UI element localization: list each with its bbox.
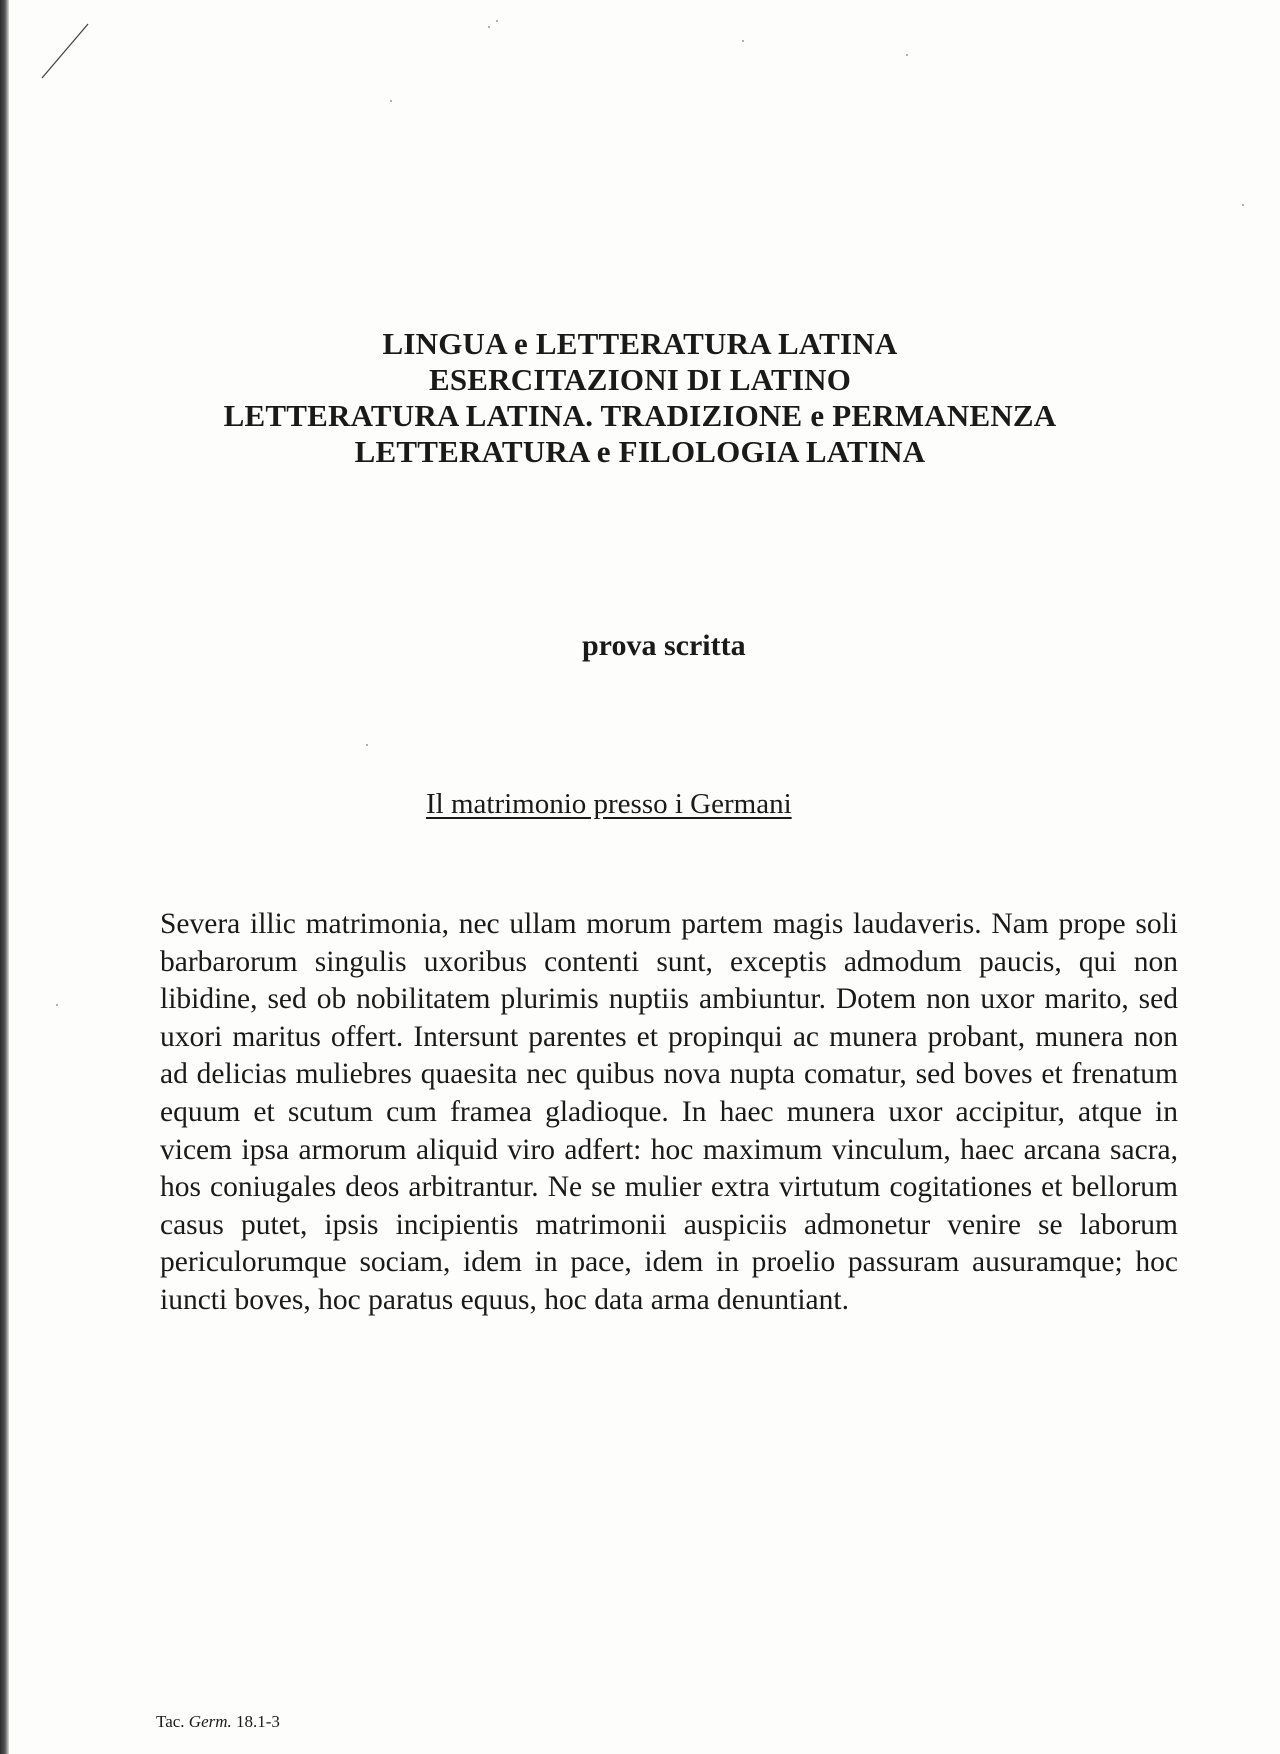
citation-work: Germ. — [188, 1712, 232, 1731]
course-titles — [0, 326, 1280, 470]
course-title-line: LETTERATURA LATINA. TRADIZIONE e PERMANENZA — [223, 398, 1057, 433]
course-title-line: LETTERATURA e FILOLOGIA LATINA — [354, 434, 926, 469]
scan-speck — [390, 100, 392, 102]
scan-speck — [488, 26, 490, 28]
passage-title: Il matrimonio presso i Germani — [426, 788, 792, 820]
scan-speck — [496, 20, 498, 22]
scan-speck — [906, 54, 908, 56]
scan-binding-edge — [0, 0, 9, 1754]
latin-passage: Severa illic matrimonia, nec ullam morum partem magis laudaveris. Nam prope soli barbarorum singulis uxoribus contenti sunt, exceptis admodum paucis, qui non libidine, sed ob nobilitatem plurimis nuptiis ambiuntur. Dotem non uxor marito, sed uxori maritus offert. Intersunt parentes et propinqui ac munera probant, munera non ad delicias muliebres quaesita nec quibus nova nupta comatur, sed boves et frenatum equum et scutum cum framea gladioque. In haec munera uxor accipitur, atque in vicem ipsa armorum aliquid viro adfert: hoc maximum vinculum, haec arcana sacra, hos coniugales deos arbitrantur. Ne se mulier extra virtutum cogitationes et bellorum casus putet, ipsis incipientis matrimonii auspiciis admonetur venire se laborum periculorumque sociam, idem in pace, idem in proelio passuram ausuramque; hoc iuncti boves, hoc paratus equus, hoc data arma denuntiant. — [160, 908, 1178, 1316]
course-title-line: ESERCITAZIONI DI LATINO — [428, 362, 852, 397]
course-title-line: LINGUA e LETTERATURA LATINA — [382, 326, 898, 361]
scan-speck — [366, 744, 368, 746]
scan-speck — [56, 1004, 58, 1006]
exam-type-label: prova scritta — [582, 629, 746, 662]
scan-speck — [1242, 204, 1244, 206]
source-citation — [156, 1712, 280, 1732]
citation-author: Tac. — [156, 1712, 185, 1731]
citation-locus: 18.1-3 — [236, 1712, 280, 1731]
pen-stroke-mark — [38, 22, 98, 82]
scan-speck — [742, 40, 744, 42]
